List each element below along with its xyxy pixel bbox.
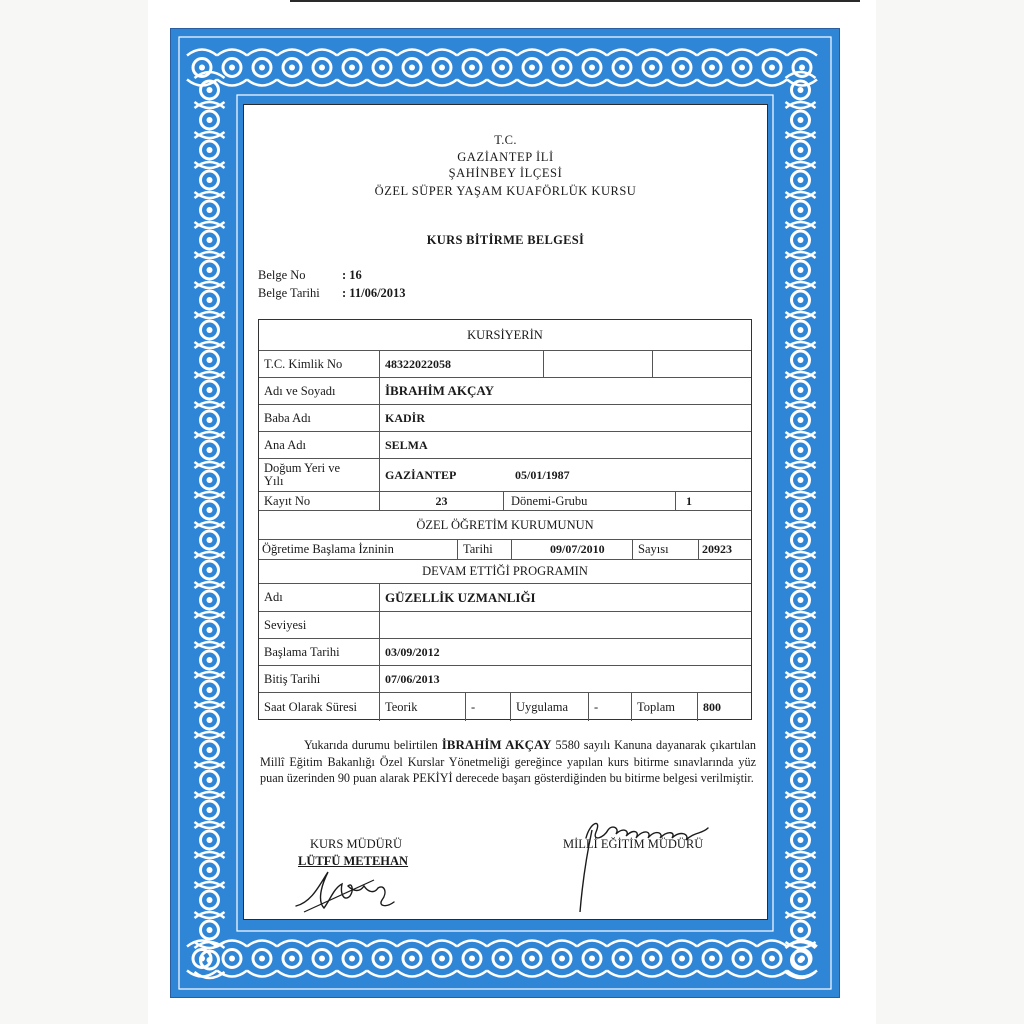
seviye-value — [380, 612, 753, 638]
certificate-statement — [260, 737, 756, 787]
header-tc: T.C. — [494, 133, 517, 147]
saat-label: Saat Olarak Süresi — [259, 693, 380, 721]
table-row-name — [259, 378, 751, 405]
kayit-label: Kayıt No — [259, 492, 380, 510]
tc-extra-cell — [544, 351, 653, 377]
father-value: KADİR — [385, 410, 426, 425]
izin-tarihi-value: 09/07/2010 — [512, 540, 633, 559]
left-signature-image — [290, 862, 410, 918]
teorik-label: Teorik — [380, 693, 466, 721]
birth-label — [259, 459, 380, 491]
izin-sayisi-label: Sayısı — [633, 540, 699, 559]
belge-tarihi-value: : 11/06/2013 — [342, 286, 406, 300]
bitis-label: Bitiş Tarihi — [259, 666, 380, 692]
statement-student-name: İBRAHİM AKÇAY — [441, 737, 552, 752]
table-row-tc — [259, 351, 751, 378]
tc-extra-cell — [653, 351, 753, 377]
tc-label: T.C. Kimlik No — [259, 351, 380, 377]
table-row-birth — [259, 459, 751, 492]
table-row-mother — [259, 432, 751, 459]
prog-adi-label: Adı — [259, 584, 380, 611]
uygulama-label: Uygulama — [511, 693, 589, 721]
name-label: Adı ve Soyadı — [259, 378, 380, 404]
section-heading-kurum: ÖZEL ÖĞRETİM KURUMUNUN — [416, 517, 594, 532]
birth-label-line2: Yılı — [264, 474, 284, 488]
table-row-bitis — [259, 666, 751, 693]
belge-no-label: Belge No — [258, 268, 306, 282]
birth-label-line1: Doğum Yeri ve — [264, 461, 341, 475]
birth-date: 05/01/1987 — [515, 467, 570, 482]
izin-tarihi-label: Tarihi — [458, 540, 512, 559]
uygulama-value: - — [589, 693, 632, 721]
belge-tarihi-label: Belge Tarihi — [258, 286, 320, 300]
statement-part-2: 5580 sayılı Kanuna dayanarak çıkartılan Millî Eğitim Bakanlığı Özel Kurslar Yönetmeliği gereğince yapılan kurs bitirme sınavlarında yüz puan üzerinden 90 puan alarak PEKİYİ derecede başarı gösterdiğinden bu bitirme belgesi verilmiştir. — [260, 738, 757, 785]
baslama-label: Başlama Tarihi — [259, 639, 380, 665]
table-row-kayit — [259, 492, 751, 511]
belge-no-value: : 16 — [342, 268, 362, 282]
izin-label: Öğretime Başlama İzninin — [259, 540, 458, 559]
header-province: GAZİANTEP İLİ — [457, 150, 554, 164]
tc-value: 48322022058 — [380, 351, 544, 377]
table-row-kursiyerin — [259, 320, 751, 351]
student-info-table — [258, 319, 752, 720]
bitis-value: 07/06/2013 — [385, 671, 440, 686]
header-district: ŞAHİNBEY İLÇESİ — [448, 166, 563, 180]
kayit-value: 23 — [380, 492, 504, 510]
table-row-prog-adi — [259, 584, 751, 612]
document-title: KURS BİTİRME BELGESİ — [426, 233, 585, 247]
toplam-label: Toplam — [632, 693, 698, 721]
table-row-program — [259, 560, 751, 584]
toplam-value: 800 — [703, 699, 721, 714]
paper-top-edge — [290, 0, 860, 2]
table-row-seviye — [259, 612, 751, 639]
table-row-baslama — [259, 639, 751, 666]
father-label: Baba Adı — [259, 405, 380, 431]
header-institution: ÖZEL SÜPER YAŞAM KUAFÖRLÜK KURSU — [374, 184, 637, 198]
mother-label: Ana Adı — [259, 432, 380, 458]
left-signatory-name: LÜTFÜ METEHAN — [298, 854, 409, 868]
section-heading-program: DEVAM ETTİĞİ PROGRAMIN — [422, 564, 588, 578]
mother-value: SELMA — [385, 437, 428, 452]
birth-place: GAZİANTEP — [385, 467, 457, 482]
seviye-label: Seviyesi — [259, 612, 380, 638]
donem-value: 1 — [686, 493, 692, 508]
statement-part-1: Yukarıda durumu belirtilen — [304, 738, 438, 752]
section-heading-kursiyerin: KURSİYERİN — [467, 327, 543, 342]
table-row-father — [259, 405, 751, 432]
teorik-value: - — [466, 693, 511, 721]
table-row-izin — [259, 540, 751, 560]
prog-adi-value: GÜZELLİK UZMANLIĞI — [385, 589, 536, 605]
right-signature-image — [568, 808, 718, 918]
izin-sayisi-value: 20923 — [702, 542, 732, 556]
right-signatory-title: MİLLİ EĞİTİM MÜDÜRÜ — [563, 837, 704, 851]
table-row-saat — [259, 693, 751, 721]
left-signatory-title: KURS MÜDÜRÜ — [310, 837, 403, 851]
table-row-kurum — [259, 511, 751, 540]
baslama-value: 03/09/2012 — [385, 644, 440, 659]
donem-label: Dönemi-Grubu — [504, 492, 676, 510]
name-value: İBRAHİM AKÇAY — [385, 383, 494, 398]
